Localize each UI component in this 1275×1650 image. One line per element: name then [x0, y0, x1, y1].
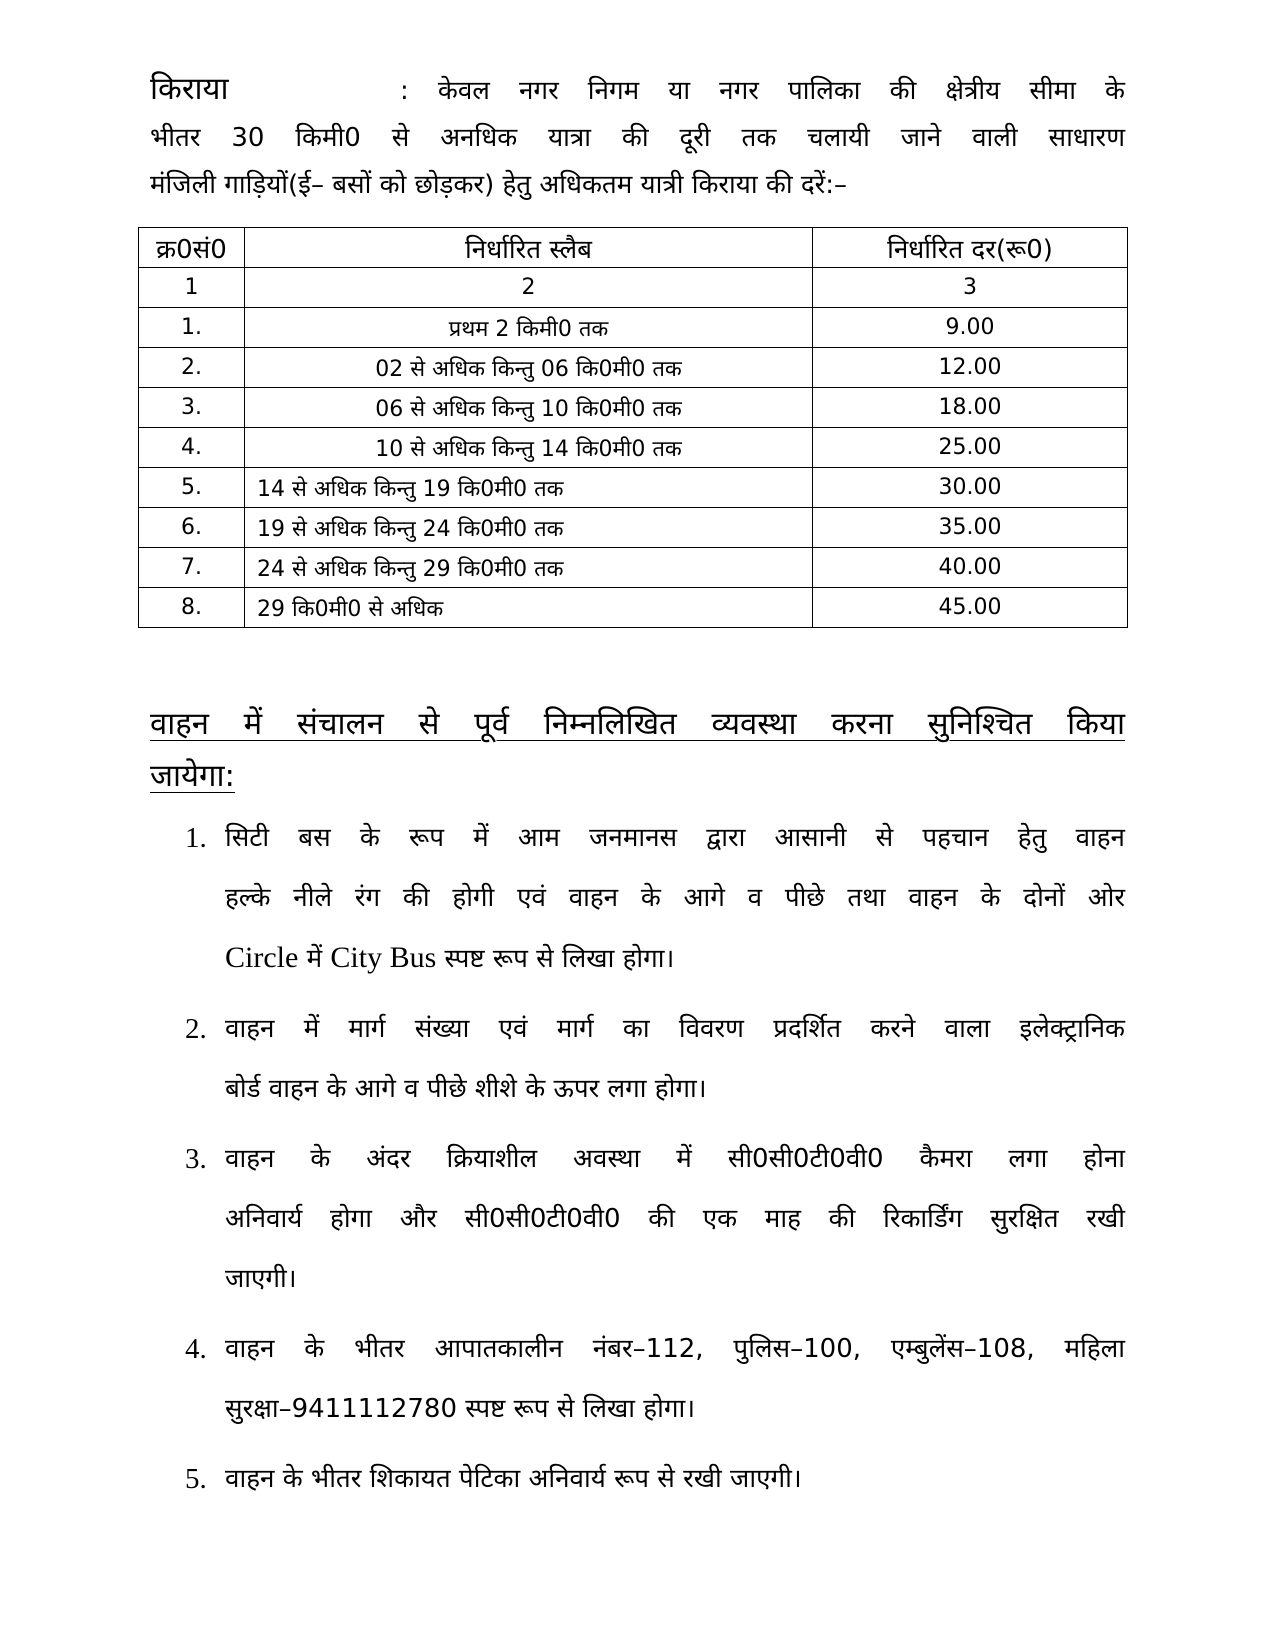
serial-cell: 8. [139, 588, 245, 628]
fare-table [138, 227, 1128, 628]
intro-line-3: मंजिली गाड़ियों(ई– बसों को छोड़कर) हेतु अधिकतम यात्री किराया की दरें:– [150, 170, 848, 200]
rate-cell: 35.00 [813, 508, 1128, 548]
serial-cell: 7. [139, 548, 245, 588]
list-line: सुरक्षा–9411112780 स्पष्ट रूप से लिखा होगा। [225, 1394, 696, 1424]
section-heading-text-2: जायेगा: [150, 758, 235, 794]
table-row [139, 308, 1128, 348]
intro-text-1: : केवल नगर निगम या नगर पालिका की क्षेत्रीय सीमा के [400, 76, 1125, 106]
serial-cell: 5. [139, 468, 245, 508]
table-row [139, 468, 1128, 508]
list-number: 2. [185, 1013, 207, 1045]
city-bus-text: City Bus [330, 941, 437, 974]
table-row [139, 588, 1128, 628]
rate-cell: 18.00 [813, 388, 1128, 428]
index-cell: 3 [813, 268, 1128, 308]
table-header-row [139, 228, 1128, 268]
section-heading-line-2 [150, 750, 1125, 802]
rate-cell: 45.00 [813, 588, 1128, 628]
list-number: 1. [185, 822, 207, 854]
rate-cell: 25.00 [813, 428, 1128, 468]
section-heading [150, 698, 1125, 802]
slab-cell: 10 से अधिक किन्तु 14 कि0मी0 तक [245, 428, 813, 468]
serial-cell: 4. [139, 428, 245, 468]
rate-cell: 12.00 [813, 348, 1128, 388]
list-line [225, 928, 1125, 989]
intro-line-2: भीतर 30 किमी0 से अनधिक यात्रा की दूरी तक चलायी जाने वाली साधारण [150, 123, 1125, 153]
table-row [139, 548, 1128, 588]
list-number: 4. [185, 1333, 207, 1365]
list-item [185, 1319, 1125, 1439]
header-rate: निर्धारित दर(रू0) [813, 228, 1128, 268]
fare-heading: किराया [150, 71, 229, 107]
slab-cell: 19 से अधिक किन्तु 24 कि0मी0 तक [245, 508, 813, 548]
serial-cell: 1. [139, 308, 245, 348]
table-index-row [139, 268, 1128, 308]
serial-cell: 3. [139, 388, 245, 428]
section-heading-line-1 [150, 698, 1125, 750]
list-line: सिटी बस के रूप में आम जनमानस द्वारा आसानी से पहचान हेतु वाहन [225, 823, 1125, 853]
list-line: अनिवार्य होगा और सी0सी0टी0वी0 की एक माह की रिकार्डिंग सुरक्षित रखी [225, 1204, 1125, 1234]
list-number: 5. [185, 1463, 207, 1495]
table-row [139, 508, 1128, 548]
index-cell: 1 [139, 268, 245, 308]
list-line: वाहन के भीतर आपातकालीन नंबर–112, पुलिस–100, एम्बुलेंस–108, महिला [225, 1334, 1125, 1364]
rate-cell: 9.00 [813, 308, 1128, 348]
slab-cell: 14 से अधिक किन्तु 19 कि0मी0 तक [245, 468, 813, 508]
section-heading-text-1: वाहन में संचालन से पूर्व निम्नलिखित व्यवस्था करना सुनिश्चित किया [150, 706, 1125, 742]
list-line: हल्के नीले रंग की होगी एवं वाहन के आगे व पीछे तथा वाहन के दोनों ओर [225, 883, 1125, 913]
slab-cell: 29 कि0मी0 से अधिक [245, 588, 813, 628]
serial-cell: 2. [139, 348, 245, 388]
serial-cell: 6. [139, 508, 245, 548]
trailing-text: स्पष्ट रूप से लिखा होगा। [436, 944, 675, 974]
slab-cell: 02 से अधिक किन्तु 06 कि0मी0 तक [245, 348, 813, 388]
list-line: जाएगी। [225, 1264, 297, 1294]
rate-cell: 40.00 [813, 548, 1128, 588]
list-number: 3. [185, 1143, 207, 1175]
rules-list [185, 808, 1125, 1519]
list-item [185, 999, 1125, 1119]
slab-cell: प्रथम 2 किमी0 तक [245, 308, 813, 348]
list-line: बोर्ड वाहन के आगे व पीछे शीशे के ऊपर लगा होगा। [225, 1074, 707, 1104]
intro-line-1 [150, 66, 1125, 115]
table-row [139, 388, 1128, 428]
intro-paragraph [150, 66, 1125, 209]
list-line: वाहन के भीतर शिकायत पेटिका अनिवार्य रूप से रखी जाएगी। [225, 1464, 802, 1494]
index-cell: 2 [245, 268, 813, 308]
slab-cell: 06 से अधिक किन्तु 10 कि0मी0 तक [245, 388, 813, 428]
header-serial: क्र0सं0 [139, 228, 245, 268]
connector-text: में [298, 944, 331, 974]
table-row [139, 428, 1128, 468]
list-item [185, 1449, 1125, 1509]
header-slab: निर्धारित स्लैब [245, 228, 813, 268]
circle-text: Circle [225, 941, 299, 974]
rate-cell: 30.00 [813, 468, 1128, 508]
list-line: वाहन के अंदर क्रियाशील अवस्था में सी0सी0टी0वी0 कैमरा लगा होना [225, 1144, 1125, 1174]
slab-cell: 24 से अधिक किन्तु 29 कि0मी0 तक [245, 548, 813, 588]
list-item [185, 808, 1125, 989]
list-line: वाहन में मार्ग संख्या एवं मार्ग का विवरण प्रदर्शित करने वाला इलेक्ट्रानिक [225, 1014, 1125, 1044]
list-item [185, 1129, 1125, 1309]
table-row [139, 348, 1128, 388]
